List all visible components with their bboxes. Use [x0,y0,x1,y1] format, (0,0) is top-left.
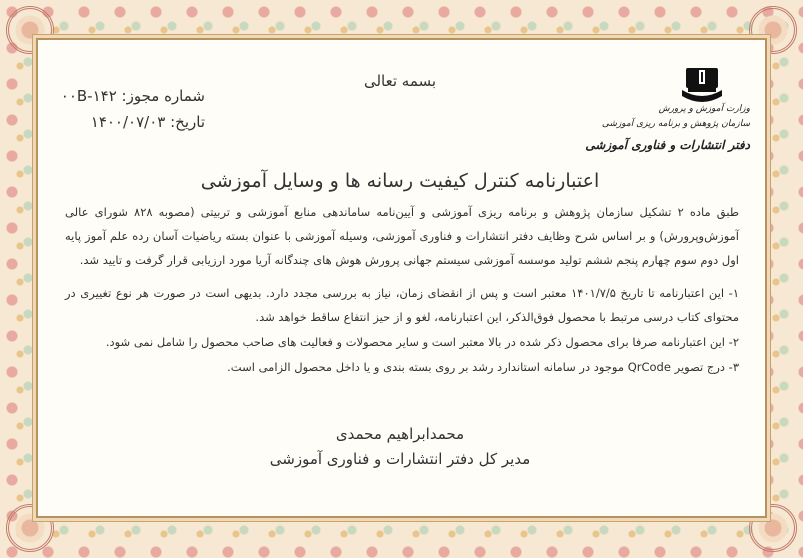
invocation-heading: بسمه تعالی [363,72,437,90]
signer-name: محمدابراهیم محمدی [335,425,465,443]
signer-title: مدیر کل دفتر انتشارات و فناوری آموزشی [269,450,531,468]
condition-item-1: ۱- این اعتبارنامه تا تاریخ ۱۴۰۱/۷/۵ معتبر است و پس از انقضای زمان، نیاز به بررسی مجدد دارد. بدیهی است در صورت هر نوع تغییری در محتوای کتاب درسی مرتبط با محصول فوق‌الذکر، این اعتبارنامه، لغو و از حیز انتفاع ساقط خواهد شد. [65,286,740,324]
organization-name: سازمان پژوهش و برنامه ریزی آموزشی [601,119,750,129]
license-number: شماره مجوز: ۰۰B-۱۴۲ [60,87,205,105]
intro-paragraph: طبق ماده ۲ تشکیل سازمان پژوهش و برنامه ریزی آموزشی و آیین‌نامه ساماندهی منابع آموزشی و تربیتی (مصوبه ۸۲۸ شورای عالی آموزش‌وپرورش) و بر اساس شرح وظایف دفتر انتشارات و فناوری آموزشی، وسیله آموزشی با عنوان بسته ریاضیات آسان رده علم آموز پایه اول دوم سوم چهارم پنجم ششم تولید موسسه آموزشی سیستم جهانی پرورش هوش های چندگانه آریا مورد ارزیابی قرار گرفت و تایید شد. [65,205,740,267]
office-name: دفتر انتشارات و فناوری آموزشی [585,138,750,152]
ministry-name: وزارت آموزش و پرورش [658,104,750,114]
document-title: اعتبارنامه کنترل کیفیت رسانه ها و وسایل آموزشی [200,170,600,192]
ministry-emblem-icon [680,64,724,106]
issue-date: تاریخ: ۱۴۰۰/۰۷/۰۳ [90,113,205,131]
condition-item-3: ۳- درج تصویر QrCode موجود در سامانه استاندارد رشد بر روی بسته بندی و یا داخل محصول الزامی است. [227,360,739,374]
condition-item-2: ۲- این اعتبارنامه صرفا برای محصول ذکر شده در بالا معتبر است و سایر محصولات و فعالیت های صاحب محصول را شامل نمی شود. [105,335,739,349]
